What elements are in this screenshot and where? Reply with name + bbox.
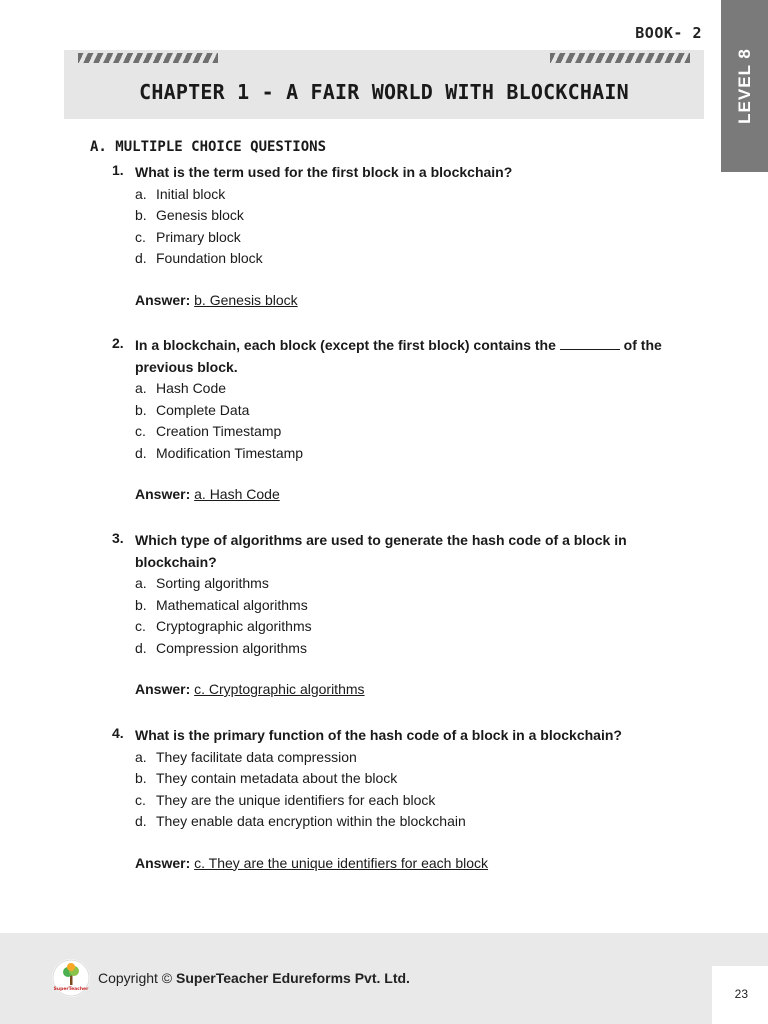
option-c: c. Creation Timestamp [135, 423, 282, 439]
option-a: a. Initial block [135, 185, 226, 202]
answer-line: Answer: c. They are the unique identifiers for each block [135, 854, 489, 871]
question-number: 2. [112, 335, 124, 351]
decorative-stripes-right [550, 53, 690, 63]
option-d: d. They enable data encryption within the blockchain [135, 813, 466, 829]
answer-value: c. Cryptographic algorithms [194, 681, 365, 697]
page-number-box [712, 966, 768, 1024]
book-label: BOOK- 2 [635, 24, 702, 42]
chapter-header [64, 50, 704, 119]
option-b: b. Mathematical algorithms [135, 596, 308, 613]
option-b: b. They contain metadata about the block [135, 770, 398, 786]
option-c: c. They are the unique identifiers for each block [135, 791, 436, 808]
option-b: b. Complete Data [135, 401, 250, 418]
option-d: d. Compression algorithms [135, 639, 307, 656]
options-list [135, 747, 672, 833]
answer-line: Answer: a. Hash Code [135, 486, 280, 502]
question-text: In a blockchain, each block (except the first block) contains the of the previous block. [135, 337, 662, 375]
option-c: c. Cryptographic algorithms [135, 618, 312, 634]
option-d: d. Modification Timestamp [135, 444, 304, 461]
question-3 [112, 530, 672, 697]
question-text: What is the primary function of the hash code of a block in a blockchain? [135, 727, 622, 743]
footer [0, 933, 768, 1024]
option-a: a. Hash Code [135, 380, 227, 396]
option-b: b. Genesis block [135, 207, 244, 223]
chapter-title: CHAPTER 1 - A FAIR WORLD WITH BLOCKCHAIN [139, 80, 629, 104]
question-number: 3. [112, 530, 124, 546]
question-text: Which type of algorithms are used to generate the hash code of a block in blockchain? [135, 532, 627, 570]
section-title: A. MULTIPLE CHOICE QUESTIONS [90, 139, 327, 155]
superteacher-logo-icon [52, 959, 90, 997]
company-name: SuperTeacher Edureforms Pvt. Ltd. [176, 970, 410, 986]
answer-value: b. Genesis block [194, 291, 298, 308]
option-a: a. Sorting algorithms [135, 575, 269, 591]
question-4 [112, 725, 672, 871]
answer-line: Answer: b. Genesis block [135, 291, 298, 308]
question-1 [112, 162, 672, 308]
page-number: 23 [734, 987, 748, 1001]
question-number: 4. [112, 725, 124, 741]
answer-value: a. Hash Code [194, 486, 280, 502]
option-a: a. They facilitate data compression [135, 748, 357, 765]
options-list [135, 378, 672, 464]
copyright-text: Copyright © SuperTeacher Edureforms Pvt. Ltd. [98, 970, 410, 986]
level-tab [721, 0, 768, 172]
answer-value: c. They are the unique identifiers for each block [194, 854, 489, 871]
level-label: LEVEL 8 [734, 48, 754, 124]
option-c: c. Primary block [135, 228, 241, 245]
question-number: 1. [112, 162, 124, 178]
fill-in-blank [560, 337, 620, 350]
answer-line: Answer: c. Cryptographic algorithms [135, 681, 365, 697]
question-2 [112, 335, 672, 502]
option-d: d. Foundation block [135, 250, 263, 266]
options-list [135, 573, 672, 659]
decorative-stripes-left [78, 53, 218, 63]
options-list [135, 184, 672, 270]
svg-text:SuperTeacher: SuperTeacher [53, 987, 89, 992]
question-text: What is the term used for the first block in a blockchain? [135, 164, 513, 180]
